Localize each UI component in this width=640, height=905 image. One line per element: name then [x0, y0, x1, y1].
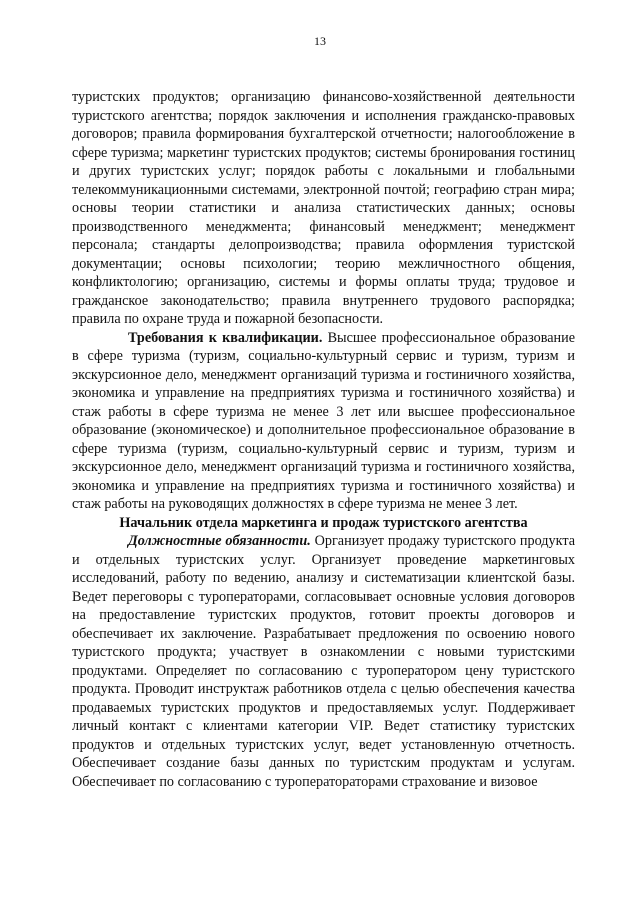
page-body [72, 88, 575, 791]
qualification-label: Требования к квалификации. [128, 329, 323, 346]
paragraph-job-duties [72, 532, 575, 791]
qualification-text: Высшее профессиональное образование в сфере туризма (туризм, социально-культурный сервис и туризм, туризм и экскурсионное дело, менеджмент организаций туризма и гостиничного хозяйства, экономика и управление на предприятиях туризма и гостиничного хозяйства) и стаж работы в сфере туризма не менее 3 лет или высшее профессиональное образование (экономическое) и дополнительное профессиональное образование в сфере туризма (туризм, социально-культурный сервис и туризм, туризм и экскурсионное дело, менеджмент организаций туризма и гостиничного хозяйства, экономика и управление на предприятиях туризма и гостиничного хозяйства) и стаж работы на руководящих должностях в сфере туризма не менее 3 лет. [72, 329, 575, 512]
duties-text: Организует продажу туристского продукта и отдельных туристских услуг. Организует проведение маркетинговых исследований, работу по ведению, анализу и систематизации клиентской базы. Ведет переговоры с туроператорами, согласовывает основные условия договоров на предоставление туристских продуктов, готовит проекты договоров и обеспечивает их заключение. Разрабатывает предложения по освоению нового туристского продукта; участвует в ознакомлении с новыми туристскими продуктами. Определяет по согласованию с туроператором цену туристского продукта. Проводит инструктаж работников отдела с целью обеспечения качества продаваемых туристских продуктов и предоставляемых услуг. Поддерживает личный контакт с клиентами категории VIP. Ведет статистику туристских продуктов и отдельных туристских услуг, ведет установленную отчетность. Обеспечивает создание базы данных по туристским продуктам и услугам. Обеспечивает по согласованию с туроператораторами страхование и визовое [72, 533, 575, 790]
page-number: 13 [314, 34, 326, 48]
duties-label: Должностные обязанности. [128, 533, 311, 549]
paragraph-qualification-requirements [72, 329, 575, 514]
section-heading: Начальник отдела маркетинга и продаж туристского агентства [119, 514, 528, 531]
paragraph-knowledge-list: туристских продуктов; организацию финансово-хозяйственной деятельности туристского агентства; порядок заключения и исполнения гражданско-правовых договоров; правила формирования бухгалтерской отчетности; налогообложение в сфере туризма; маркетинг туристских продуктов; системы бронирования гостиниц и других туристских услуг; порядок работы с локальными и глобальными телекоммуникационными системами, электронной почтой; географию стран мира; основы теории статистики и анализа статистических данных; основы производственного менеджмента; финансовый менеджмент; менеджмент персонала; стандарты делопроизводства; правила оформления туристской документации; основы психологии; теорию межличностного общения, конфликтологию; организацию, системы и формы оплаты труда; трудовое и гражданское законодательство; правила внутреннего трудового распорядка; правила по охране труда и пожарной безопасности. [72, 89, 575, 327]
